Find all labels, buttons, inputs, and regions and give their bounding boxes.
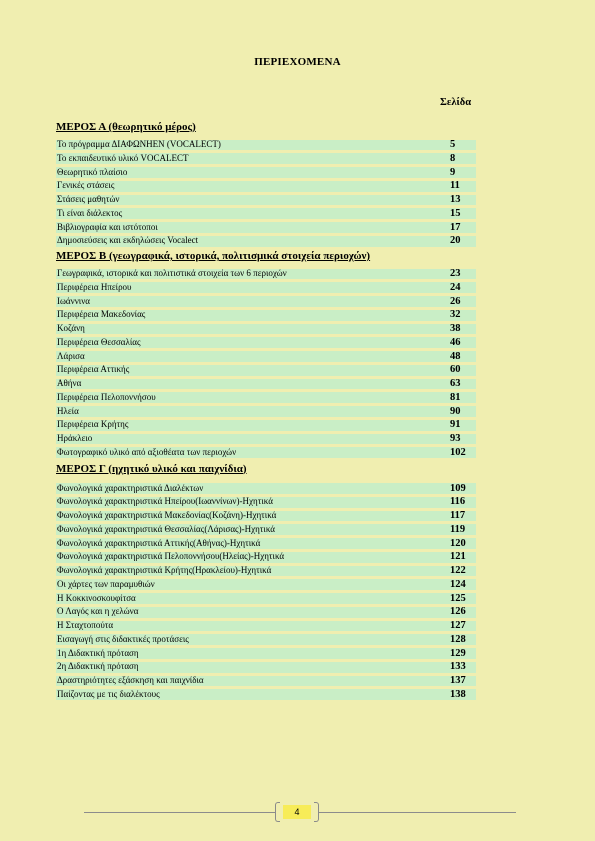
- section-heading-a: ΜΕΡΟΣ Α (θεωρητικό μέρος): [56, 121, 196, 133]
- toc-entry: [56, 336, 476, 350]
- toc-entry-page: 129: [450, 647, 466, 659]
- toc-entry-page: 138: [450, 688, 466, 700]
- toc-entry-page: 63: [450, 378, 461, 389]
- toc-entry-title: Εισαγωγή στις διδακτικές προτάσεις: [57, 633, 189, 644]
- toc-entry: [56, 377, 476, 391]
- toc-entry-page: 93: [450, 433, 461, 444]
- toc-entry-page: 133: [450, 661, 466, 673]
- toc-entry-title: Η Κοκκινοσκουφίτσα: [57, 592, 136, 603]
- toc-entry-title: Οι χάρτες των παραμυθιών: [57, 578, 155, 589]
- footer-bracket-left: [275, 802, 280, 822]
- toc-entry-page: 17: [450, 221, 461, 233]
- toc-entry-page: 137: [450, 675, 466, 686]
- toc-entry: [56, 482, 476, 496]
- toc-entry-title: Ηράκλειο: [57, 433, 93, 443]
- toc-entry: [56, 350, 476, 364]
- toc-entry-title: 1η Διδακτική πρόταση: [57, 647, 139, 658]
- toc-entry-title: Ο Λαγός και η χελώνα: [57, 606, 139, 617]
- toc-entry-title: Δημοσιεύσεις και εκδηλώσεις Vocalect: [57, 235, 199, 246]
- toc-entry-page: 48: [450, 350, 461, 362]
- toc-entry: [56, 432, 476, 446]
- toc-entry-title: Φωνολογικά χαρακτηριστικά Κρήτης(Ηρακλείου)-Ηχητικά: [57, 565, 272, 575]
- toc-entry-page: 116: [450, 496, 466, 508]
- toc-entry-page: 127: [450, 620, 466, 631]
- toc-entry-page: 5: [450, 139, 456, 150]
- toc-entry-title: Περιφέρεια Κρήτης: [57, 419, 129, 430]
- toc-entry-page: 125: [450, 592, 466, 604]
- toc-entry: [56, 418, 476, 432]
- section-b-entries: [56, 267, 476, 460]
- toc-entry-page: 81: [450, 391, 461, 403]
- toc-entry-title: Φωνολογικά χαρακτηριστικά Πελοποννήσου(Ηλείας)-Ηχητικά: [57, 551, 285, 562]
- toc-entry-title: Περιφέρεια Ηπείρου: [57, 281, 132, 292]
- toc-entry-title: Το πρόγραμμα ΔΙΑΦΩΝΗΕΝ (VOCALECT): [57, 139, 221, 149]
- toc-entry-title: Ηλεία: [57, 405, 79, 416]
- toc-entry-title: Περιφέρεια Αττικής: [57, 364, 130, 375]
- toc-entry-page: 46: [450, 336, 461, 348]
- footer-page-number: 4: [283, 805, 311, 819]
- toc-entry-title: Στάσεις μαθητών: [57, 194, 120, 204]
- toc-entry-title: Περιφέρεια Μακεδονίας: [57, 309, 146, 320]
- toc-entry: [56, 281, 476, 295]
- toc-entry: [56, 564, 476, 578]
- section-heading-c: ΜΕΡΟΣ Γ (ηχητικό υλικό και παιχνίδια): [56, 462, 247, 475]
- toc-entry-highlight: [56, 621, 476, 632]
- toc-entry-highlight: [56, 379, 476, 390]
- toc-entry-title: Κοζάνη: [57, 323, 85, 333]
- toc-entry-title: Φωνολογικά χαρακτηριστικά Μακεδονίας(Κοζάνη)-Ηχητικά: [57, 510, 277, 520]
- footer-rule-right: [319, 812, 516, 813]
- toc-entry-page: 122: [450, 565, 466, 576]
- toc-entry: [56, 179, 476, 193]
- toc-entry-title: Το εκπαιδευτικό υλικό VOCALECT: [57, 152, 189, 163]
- toc-entry-title: Δραστηριότητες εξάσκηση και παιχνίδια: [57, 675, 204, 685]
- toc-entry: [56, 660, 476, 674]
- toc-entry-page: 24: [450, 281, 461, 293]
- toc-entry-page: 26: [450, 295, 461, 307]
- toc-entry-title: Γενικές στάσεις: [57, 180, 115, 191]
- toc-entry-highlight: [56, 195, 476, 206]
- toc-entry: [56, 166, 476, 180]
- toc-entry-title: Περιφέρεια Πελοποννήσου: [57, 391, 156, 402]
- footer-bracket-right: [314, 802, 319, 822]
- toc-entry-page: 8: [450, 152, 456, 164]
- toc-entry-page: 11: [450, 180, 460, 192]
- toc-entry-page: 9: [450, 166, 456, 178]
- toc-entry: [56, 605, 476, 619]
- toc-entry: [56, 322, 476, 336]
- toc-entry-page: 102: [450, 446, 466, 458]
- toc-entry: [56, 674, 476, 688]
- toc-entry-highlight: [56, 434, 476, 445]
- toc-entry-page: 126: [450, 606, 466, 618]
- toc-entry-page: 117: [450, 510, 466, 521]
- toc-entry-highlight: [56, 324, 476, 335]
- toc-entry: [56, 523, 476, 537]
- toc-entry-title: 2η Διδακτική πρόταση: [57, 661, 139, 672]
- toc-entry-title: Θεωρητικό πλαίσιο: [57, 166, 128, 177]
- toc-entry-page: 128: [450, 633, 466, 645]
- table-of-contents: [56, 120, 476, 702]
- toc-entry-highlight: [56, 181, 476, 192]
- toc-entry: [56, 592, 476, 606]
- toc-entry-title: Φωνολογικά χαρακτηριστικά Ηπείρου(Ιωαννίνων)-Ηχητικά: [57, 496, 273, 507]
- toc-entry-title: Παίζοντας με τις διαλέκτους: [57, 688, 160, 699]
- toc-entry-page: 15: [450, 207, 461, 219]
- toc-entry-page: 23: [450, 268, 461, 279]
- toc-entry-title: Φωνολογικά χαρακτηριστικά Διαλέκτων: [57, 482, 204, 493]
- section-c-entries: [56, 482, 476, 702]
- toc-entry: [56, 578, 476, 592]
- toc-entry-page: 60: [450, 364, 461, 376]
- toc-entry-page: 120: [450, 537, 466, 549]
- toc-entry: [56, 308, 476, 322]
- toc-entry: [56, 391, 476, 405]
- page-title: ΠΕΡΙΕΧΟΜΕΝΑ: [254, 56, 341, 68]
- toc-entry: [56, 688, 476, 702]
- toc-entry: [56, 207, 476, 221]
- toc-entry-highlight: [56, 296, 476, 307]
- toc-entry-title: Τι είναι διάλεκτος: [57, 207, 123, 218]
- toc-entry-page: 32: [450, 309, 461, 321]
- toc-entry: [56, 138, 476, 152]
- toc-entry-page: 13: [450, 194, 461, 205]
- toc-entry-title: Η Σταχτοπούτα: [57, 620, 114, 630]
- footer-page-number-box: [275, 802, 319, 822]
- toc-entry: [56, 221, 476, 235]
- toc-entry-page: 20: [450, 235, 461, 247]
- toc-entry-title: Γεωγραφικά, ιστορικά και πολιτιστικά στοιχεία των 6 περιοχών: [57, 268, 287, 278]
- toc-entry: [56, 495, 476, 509]
- section-a-entries: [56, 138, 476, 248]
- toc-entry-page: 38: [450, 323, 461, 334]
- toc-entry-page: 124: [450, 578, 466, 590]
- toc-entry: [56, 152, 476, 166]
- toc-entry-title: Βιβλιογραφία και ιστότοποι: [57, 221, 158, 232]
- toc-entry: [56, 647, 476, 661]
- toc-entry-highlight: [56, 351, 476, 362]
- toc-entry: [56, 550, 476, 564]
- toc-entry: [56, 295, 476, 309]
- toc-entry: [56, 234, 476, 248]
- toc-entry-title: Φωτογραφικό υλικό από αξιοθέατα των περιοχών: [57, 446, 237, 457]
- toc-entry: [56, 363, 476, 377]
- toc-entry-page: 109: [450, 482, 466, 494]
- section-heading-b: ΜΕΡΟΣ Β (γεωγραφικά, ιστορικά, πολιτισμικά στοιχεία περιοχών): [56, 250, 371, 262]
- toc-entry: [56, 405, 476, 419]
- toc-entry-page: 91: [450, 419, 461, 431]
- toc-entry: [56, 537, 476, 551]
- toc-entry-page: 121: [450, 551, 466, 563]
- toc-entry-title: Φωνολογικά χαρακτηριστικά Θεσσαλίας(Λάρισας)-Ηχητικά: [57, 523, 276, 534]
- toc-entry: [56, 619, 476, 633]
- toc-entry: [56, 446, 476, 460]
- toc-entry-highlight: [56, 406, 476, 417]
- footer-rule-left: [84, 812, 275, 813]
- toc-entry: [56, 267, 476, 281]
- toc-entry-page: 119: [450, 523, 466, 535]
- toc-entry: [56, 509, 476, 523]
- toc-entry-title: Φωνολογικά χαρακτηριστικά Αττικής(Αθήνας)-Ηχητικά: [57, 537, 261, 548]
- toc-entry-title: Λάρισα: [57, 350, 85, 361]
- toc-entry-title: Αθήνα: [57, 378, 82, 388]
- page-column-label: Σελίδα: [440, 97, 472, 108]
- toc-entry-page: 90: [450, 405, 461, 417]
- toc-entry-title: Ιωάννινα: [57, 295, 90, 306]
- toc-entry: [56, 633, 476, 647]
- toc-entry-title: Περιφέρεια Θεσσαλίας: [57, 336, 141, 347]
- toc-entry: [56, 193, 476, 207]
